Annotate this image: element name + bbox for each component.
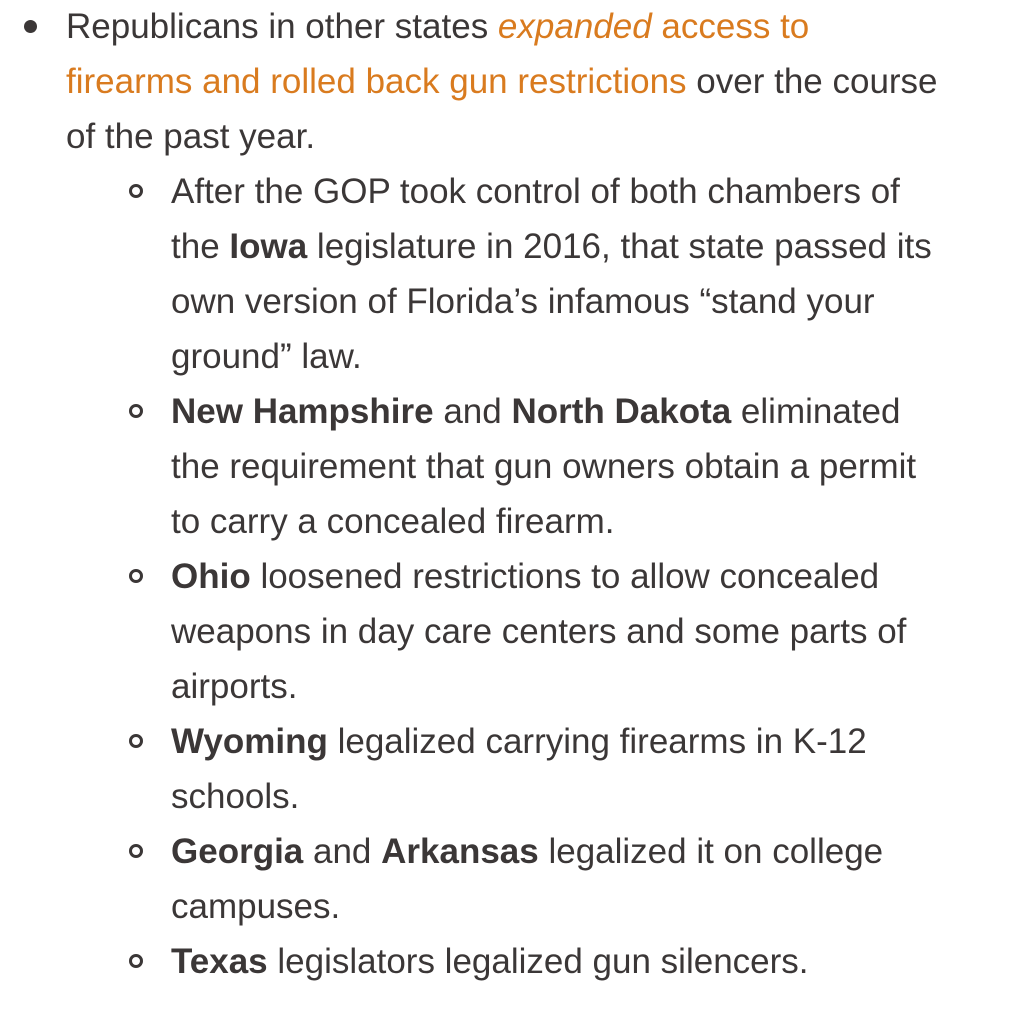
sub-item-text: legislature in 2016, that state passed its own version of Florida’s infamous “stand your ground” law.	[171, 227, 932, 376]
state-name: North Dakota	[511, 392, 732, 431]
state-name: Georgia	[171, 832, 304, 871]
sub-item-text: and	[433, 392, 512, 431]
sub-list-item-wyoming	[66, 714, 942, 824]
state-name: New Hampshire	[171, 392, 434, 431]
sub-item-text: and	[303, 832, 382, 871]
state-name: Ohio	[171, 557, 251, 596]
hollow-bullet-icon	[129, 569, 143, 583]
bullet-dot-icon	[24, 20, 37, 33]
sub-item-text: legislators legalized gun silencers.	[267, 942, 809, 981]
sub-item-text: legalized carrying firearms in K-12 schools.	[171, 722, 867, 816]
link-emphasis: expanded	[497, 7, 652, 46]
sub-list-item-new-hampshire	[66, 384, 942, 549]
sub-item-text: eliminated the requirement that gun owners obtain a permit to carry a concealed firearm.	[171, 392, 917, 541]
state-name: Arkansas	[381, 832, 539, 871]
sub-item-text: legalized it on college campuses.	[171, 832, 884, 926]
outro-text: over the course of the past year.	[66, 62, 938, 156]
sub-list-item-georgia	[66, 824, 942, 934]
sub-item-text: After the GOP took control of both chambers of the	[171, 172, 900, 266]
intro-text: Republicans in other states	[66, 7, 498, 46]
sub-item-text: loosened restrictions to allow concealed weapons in day care centers and some parts of airports.	[171, 557, 907, 706]
state-name: Texas	[171, 942, 268, 981]
hollow-bullet-icon	[129, 734, 143, 748]
sub-list-item-ohio	[66, 549, 942, 714]
sub-bullet-list	[66, 164, 942, 989]
state-name: Iowa	[229, 227, 308, 266]
sub-list-item-iowa	[66, 164, 942, 384]
hollow-bullet-icon	[129, 404, 143, 418]
sub-list-item-texas	[66, 934, 942, 989]
hollow-bullet-icon	[129, 184, 143, 198]
list-item-text	[66, 0, 942, 164]
link-text: access to firearms and rolled back gun restrictions	[66, 7, 810, 101]
hollow-bullet-icon	[129, 954, 143, 968]
state-name: Wyoming	[171, 722, 328, 761]
hollow-bullet-icon	[129, 844, 143, 858]
